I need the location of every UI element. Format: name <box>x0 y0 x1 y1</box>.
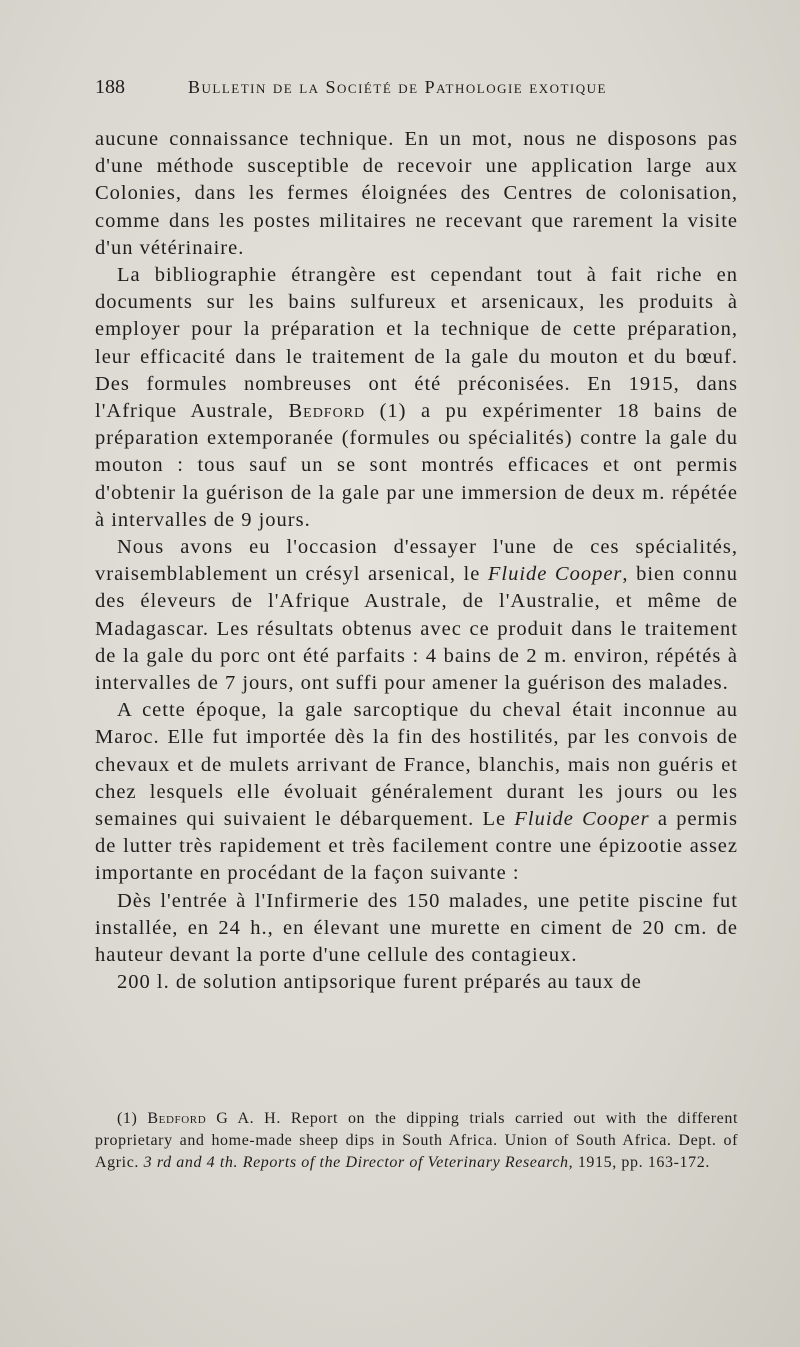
journal-title: Bulletin de la Société de Pathologie exotique <box>188 77 607 97</box>
cited-author: Bedford <box>288 400 366 423</box>
footnote-text-a: G A. H. Report on the dipping trials carried out with the different proprietary and home-made sheep dips in South Africa. Union of South Africa. Dept. of Agric. <box>95 1110 738 1171</box>
footnote-text <box>95 1108 738 1174</box>
footnote-author: Bedford <box>147 1110 207 1127</box>
paragraph-3-text-a: Nous avons eu l'occasion d'essayer l'une de ces spécialités, vraisemblablement un crésyl arsenical, le <box>95 536 738 586</box>
footnote-marker: (1) <box>117 1110 148 1127</box>
page-number: 188 <box>95 76 125 98</box>
footnote-text-b: , 1915, pp. 163-172. <box>568 1154 710 1171</box>
paragraph-1: aucune connaissance technique. En un mot, nous ne disposons pas d'une méthode susceptible de recevoir une application large aux Colonies, dans les fermes éloignées des Centres de colonisation, comme dans les postes militaires ne recevant que rarement la visite d'un vétérinaire. <box>95 128 738 259</box>
running-header <box>95 76 745 99</box>
paragraph-2-text-b: (1) a pu expérimenter 18 bains de préparation extemporanée (formules ou spécialités) contre la gale du mouton : tous sauf un se sont montrés efficaces et ont permis d'obtenir la guérison de la gale par une immersion de deux m. répétée à intervalles de 9 jours. <box>95 400 738 531</box>
product-name: Fluide Cooper <box>487 563 623 586</box>
product-name: Fluide Cooper <box>514 808 650 831</box>
footnote <box>95 1108 738 1174</box>
footnote-report-title: 3 rd and 4 th. Reports of the Director of Veterinary Research <box>143 1154 569 1171</box>
paragraph-3-text-b: , bien connu des éleveurs de l'Afrique Australe, de l'Australie, et même de Madagascar. Les résultats obtenus avec ce produit dans le traitement de la gale du porc ont été parfaits : 4 bains de 2 m. environ, répétés à intervalles de 7 jours, ont suffi pour amener la guérison des malades. <box>95 563 738 695</box>
paragraph-5: Dès l'entrée à l'Infirmerie des 150 malades, une petite piscine fut installée, en 24 h., en élevant une murette en ciment de 20 cm. de hauteur devant la porte d'une cellule des contagieux. <box>95 889 738 967</box>
article-body <box>95 126 738 997</box>
paragraph-2 <box>95 262 738 534</box>
paragraph-4 <box>95 697 738 887</box>
paragraph-3 <box>95 534 738 697</box>
paragraph-2-text-a: La bibliographie étrangère est cependant tout à fait riche en documents sur les bains sulfureux et arsenicaux, les produits à employer pour la préparation et la technique de cette préparation, leur efficacité dans le traitement de la gale du mouton et du bœuf. Des formules nombreuses ont été préconisées. En 1915, dans l'Afrique Australe, <box>95 264 738 423</box>
paragraph-4-text-a: A cette époque, la gale sarcoptique du cheval était inconnue au Maroc. Elle fut importée dès la fin des hostilités, par les convois de chevaux et de mulets arrivant de France, blanchis, mais non guéris et chez lesquels elle évoluait généralement durant les jours ou les semaines qui suivaient le débarquement. Le <box>95 699 738 831</box>
paragraph-6: 200 l. de solution antipsorique furent préparés au taux de <box>117 971 642 994</box>
paragraph-4-text-b: a permis de lutter très rapidement et très facilement contre une épizootie assez importante en procédant de la façon suivante : <box>95 808 738 885</box>
